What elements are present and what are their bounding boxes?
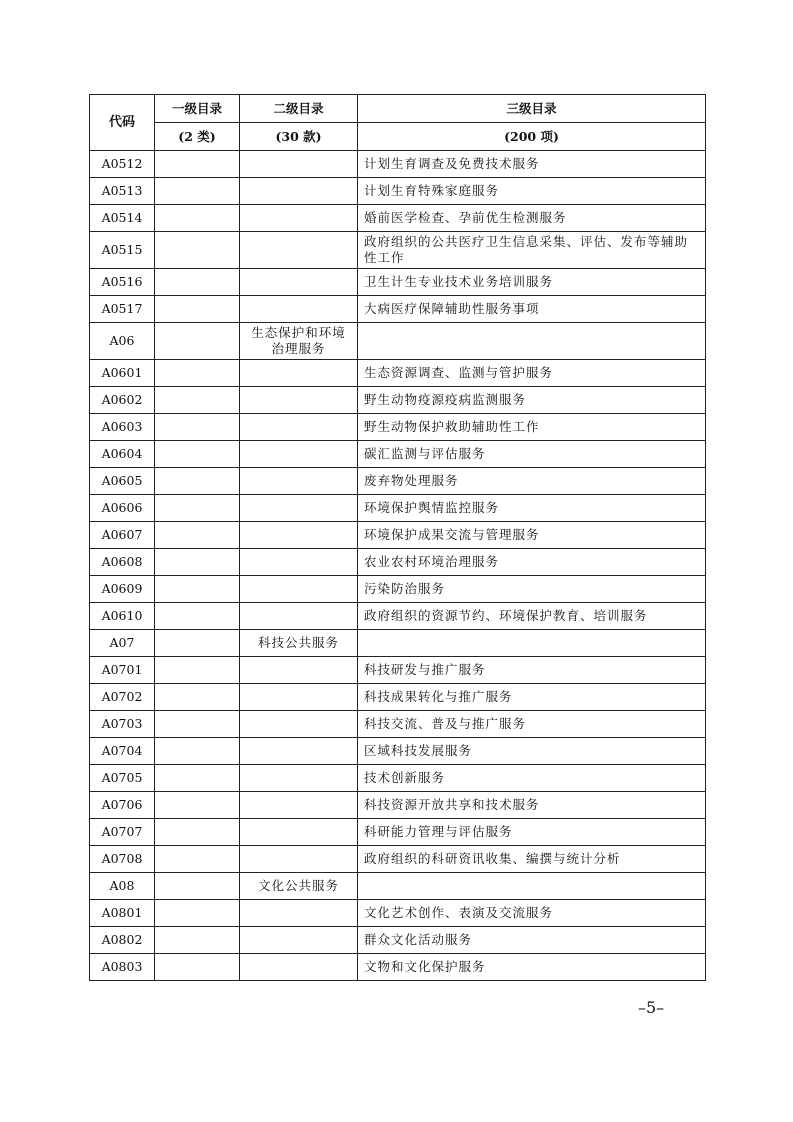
cell-level3: 卫生计生专业技术业务培训服务: [358, 269, 706, 296]
cell-level2: [240, 792, 358, 819]
cell-level1: [155, 684, 240, 711]
cell-level1: [155, 360, 240, 387]
cell-level3: 环境保护成果交流与管理服务: [358, 522, 706, 549]
cell-level3: 野生动物保护救助辅助性工作: [358, 414, 706, 441]
cell-level2: [240, 684, 358, 711]
cell-level2: [240, 360, 358, 387]
cell-code: A0610: [90, 603, 155, 630]
cell-level3: 生态资源调查、监测与管护服务: [358, 360, 706, 387]
cell-code: A0708: [90, 846, 155, 873]
cell-level3: 碳汇监测与评估服务: [358, 441, 706, 468]
cell-level2: [240, 387, 358, 414]
cell-level1: [155, 900, 240, 927]
cell-level3: [358, 323, 706, 360]
cell-level2: [240, 522, 358, 549]
cell-level1: [155, 323, 240, 360]
header-level3-count: (200 项): [358, 123, 706, 151]
cell-code: A0604: [90, 441, 155, 468]
cell-level1: [155, 954, 240, 981]
cell-level2: [240, 151, 358, 178]
cell-level1: [155, 819, 240, 846]
cell-level3: 科技成果转化与推广服务: [358, 684, 706, 711]
cell-level3: 野生动物疫源疫病监测服务: [358, 387, 706, 414]
cell-level2: 生态保护和环境治理服务: [240, 323, 358, 360]
cell-level1: [155, 603, 240, 630]
cell-level2: [240, 178, 358, 205]
cell-code: A0512: [90, 151, 155, 178]
cell-level3: 科技资源开放共享和技术服务: [358, 792, 706, 819]
table-row: [90, 495, 706, 522]
cell-level3: 科技研发与推广服务: [358, 657, 706, 684]
cell-level3: 技术创新服务: [358, 765, 706, 792]
cell-code: A0608: [90, 549, 155, 576]
cell-level3: [358, 873, 706, 900]
cell-level1: [155, 630, 240, 657]
cell-code: A0801: [90, 900, 155, 927]
cell-level2: [240, 927, 358, 954]
table-row: [90, 711, 706, 738]
cell-level2: [240, 738, 358, 765]
cell-level1: [155, 927, 240, 954]
cell-code: A0803: [90, 954, 155, 981]
cell-code: A0515: [90, 232, 155, 269]
table-row: [90, 414, 706, 441]
table-body: [90, 151, 706, 981]
cell-level1: [155, 549, 240, 576]
table-row: [90, 954, 706, 981]
cell-level2: [240, 414, 358, 441]
cell-code: A0707: [90, 819, 155, 846]
cell-code: A0514: [90, 205, 155, 232]
cell-code: A0701: [90, 657, 155, 684]
cell-code: A0513: [90, 178, 155, 205]
table-row: [90, 323, 706, 360]
cell-level2: [240, 603, 358, 630]
cell-code: A0605: [90, 468, 155, 495]
cell-code: A0609: [90, 576, 155, 603]
cell-level2: [240, 232, 358, 269]
table-row: [90, 269, 706, 296]
table-row: [90, 873, 706, 900]
table-row: [90, 205, 706, 232]
header-level2-count: (30 款): [240, 123, 358, 151]
table-row: [90, 846, 706, 873]
cell-level2: [240, 296, 358, 323]
cell-level3: 政府组织的科研资讯收集、编撰与统计分析: [358, 846, 706, 873]
cell-level2: 文化公共服务: [240, 873, 358, 900]
table-row: [90, 151, 706, 178]
cell-level2: [240, 846, 358, 873]
cell-level3: 农业农村环境治理服务: [358, 549, 706, 576]
cell-level1: [155, 269, 240, 296]
header-code: 代码: [90, 95, 155, 151]
cell-level1: [155, 576, 240, 603]
table-row: [90, 900, 706, 927]
cell-level3: 文物和文化保护服务: [358, 954, 706, 981]
cell-level2: [240, 576, 358, 603]
table-row: [90, 927, 706, 954]
cell-level3: 科技交流、普及与推广服务: [358, 711, 706, 738]
table-row: [90, 296, 706, 323]
table-row: [90, 360, 706, 387]
cell-level1: [155, 151, 240, 178]
cell-level2: [240, 711, 358, 738]
table-row: [90, 576, 706, 603]
cell-level1: [155, 873, 240, 900]
table-row: [90, 765, 706, 792]
cell-code: A0703: [90, 711, 155, 738]
cell-level1: [155, 765, 240, 792]
cell-level1: [155, 441, 240, 468]
table-header: [90, 95, 706, 151]
cell-level3: 区域科技发展服务: [358, 738, 706, 765]
table-row: [90, 178, 706, 205]
cell-level3: 群众文化活动服务: [358, 927, 706, 954]
page-number: –5–: [638, 998, 665, 1017]
cell-level3: 婚前医学检查、孕前优生检测服务: [358, 205, 706, 232]
cell-level3: 废弃物处理服务: [358, 468, 706, 495]
cell-level1: [155, 657, 240, 684]
cell-level1: [155, 178, 240, 205]
cell-code: A0607: [90, 522, 155, 549]
header-level3: 三级目录: [358, 95, 706, 123]
cell-level3: 计划生育调查及免费技术服务: [358, 151, 706, 178]
table-row: [90, 738, 706, 765]
header-level1: 一级目录: [155, 95, 240, 123]
cell-code: A0601: [90, 360, 155, 387]
cell-level2: [240, 954, 358, 981]
cell-level3: 政府组织的资源节约、环境保护教育、培训服务: [358, 603, 706, 630]
table-row: [90, 549, 706, 576]
header-level1-count: (2 类): [155, 123, 240, 151]
table-row: [90, 657, 706, 684]
cell-level2: [240, 205, 358, 232]
cell-level3: 政府组织的公共医疗卫生信息采集、评估、发布等辅助性工作: [358, 232, 706, 269]
header-level2: 二级目录: [240, 95, 358, 123]
cell-code: A0704: [90, 738, 155, 765]
cell-code: A0706: [90, 792, 155, 819]
cell-code: A0517: [90, 296, 155, 323]
table-row: [90, 819, 706, 846]
cell-level1: [155, 414, 240, 441]
cell-level1: [155, 387, 240, 414]
table-row: [90, 684, 706, 711]
table-row: [90, 792, 706, 819]
cell-level2: [240, 765, 358, 792]
cell-code: A0516: [90, 269, 155, 296]
cell-level3: 计划生育特殊家庭服务: [358, 178, 706, 205]
cell-code: A07: [90, 630, 155, 657]
cell-level2: 科技公共服务: [240, 630, 358, 657]
cell-level1: [155, 738, 240, 765]
table-row: [90, 441, 706, 468]
cell-level2: [240, 900, 358, 927]
table-row: [90, 522, 706, 549]
table-row: [90, 387, 706, 414]
table-row: [90, 630, 706, 657]
cell-level2: [240, 549, 358, 576]
cell-level3: 环境保护舆情监控服务: [358, 495, 706, 522]
cell-level1: [155, 232, 240, 269]
cell-level2: [240, 495, 358, 522]
cell-level1: [155, 792, 240, 819]
cell-level1: [155, 205, 240, 232]
cell-code: A0702: [90, 684, 155, 711]
cell-level2: [240, 269, 358, 296]
cell-level1: [155, 296, 240, 323]
cell-level3: 文化艺术创作、表演及交流服务: [358, 900, 706, 927]
cell-level3: 污染防治服务: [358, 576, 706, 603]
table-row: [90, 232, 706, 269]
cell-code: A0802: [90, 927, 155, 954]
catalog-table: [89, 94, 706, 981]
cell-level3: [358, 630, 706, 657]
table-row: [90, 468, 706, 495]
cell-level2: [240, 468, 358, 495]
cell-code: A06: [90, 323, 155, 360]
cell-level2: [240, 441, 358, 468]
cell-level1: [155, 846, 240, 873]
cell-level2: [240, 819, 358, 846]
cell-level3: 大病医疗保障辅助性服务事项: [358, 296, 706, 323]
cell-code: A0602: [90, 387, 155, 414]
cell-level1: [155, 711, 240, 738]
cell-code: A0603: [90, 414, 155, 441]
cell-code: A0606: [90, 495, 155, 522]
cell-code: A08: [90, 873, 155, 900]
table-row: [90, 603, 706, 630]
cell-level3: 科研能力管理与评估服务: [358, 819, 706, 846]
cell-level2: [240, 657, 358, 684]
cell-code: A0705: [90, 765, 155, 792]
cell-level1: [155, 468, 240, 495]
cell-level1: [155, 495, 240, 522]
cell-level1: [155, 522, 240, 549]
